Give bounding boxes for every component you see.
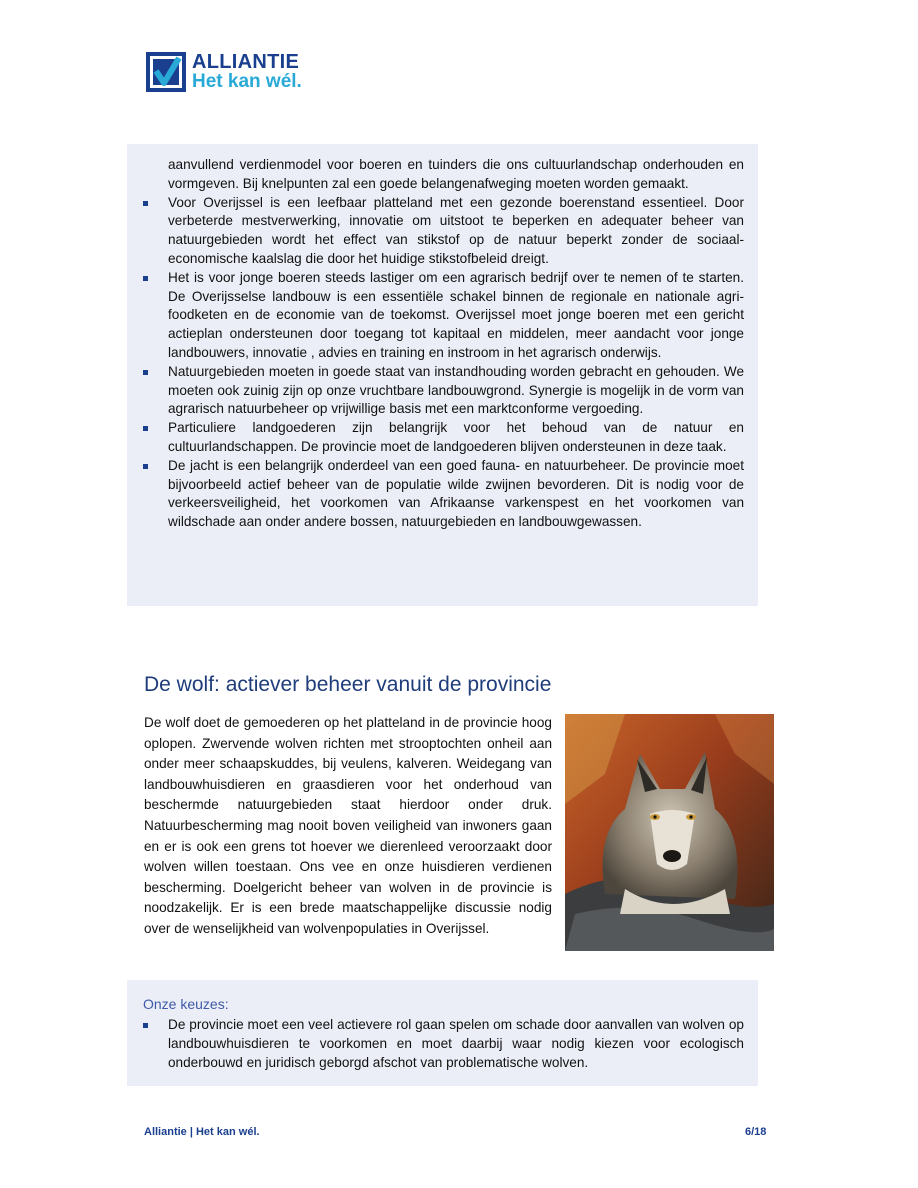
list-item: Voor Overijssel is een leefbaar platteland met een gezonde boerenstand essentieel. Door verbeterde mestverwerking, innovatie om uitstoot te beperken en adequater beheer van natuurgebieden wordt het effect van stikstof op de natuur beperkt zonder de sociaal-economische kaalslag die door het huidige stikstofbeleid dreigt. xyxy=(168,194,744,269)
list-item: aanvullend verdienmodel voor boeren en tuinders die ons cultuurlandschap onderhouden en vormgeven. Bij knelpunten zal een goede belangenafweging moeten worden gemaakt. xyxy=(168,157,744,191)
logo-title: ALLIANTIE xyxy=(192,51,300,73)
alliantie-checkmark-icon xyxy=(146,52,186,92)
list-item: Het is voor jonge boeren steeds lastiger om een agrarisch bedrijf over te nemen of te starten. De Overijsselse landbouw is een essentiële schakel binnen de regionale en nationale agri-foodketen en de economie van de toekomst. Overijssel moet jonge boeren met een gericht actieplan ondersteunen door toegang tot kapitaal en middelen, meer aandacht voor jonge landbouwers, innovatie , advies en training en instroom in het agrarisch onderwijs. xyxy=(168,269,744,363)
list-item: De provincie moet een veel actievere rol gaan spelen om schade door aanvallen van wolven op landbouwhuisdieren te voorkomen en moet daarbij waar nodig kiezen voor ecologisch onderbouwd en juridisch geborgd afschot van problematische wolven. xyxy=(168,1016,744,1072)
footer-brand: Alliantie | Het kan wél. xyxy=(144,1126,260,1138)
section-heading: De wolf: actiever beheer vanuit de provincie xyxy=(144,673,552,696)
wolf-photo xyxy=(565,714,774,951)
list-item: De jacht is een belangrijk onderdeel van een goed fauna- en natuurbeheer. De provincie moet bijvoorbeeld actief beheer van de populatie wilde zwijnen bevorderen. Dit is nodig voor de verkeersveiligheid, het voorkomen van Afrikaanse varkenspest en het voorkomen van wildschade aan onder andere bossen, natuurgebieden en landbouwgewassen. xyxy=(168,457,744,532)
choices-list xyxy=(168,1016,744,1072)
alliantie-logo xyxy=(146,52,302,92)
list-item: Natuurgebieden moeten in goede staat van instandhouding worden gebracht en gehouden. We moeten ook zuinig zijn op onze vruchtbare landbouwgrond. Synergie is mogelijk in de vorm van agrarisch natuurbeheer op vrijwillige basis met een marktconforme vergoeding. xyxy=(168,363,744,419)
logo-tagline: Het kan wél. xyxy=(192,71,302,92)
choices-heading: Onze keuzes: xyxy=(143,996,229,1012)
wolf-paragraph: De wolf doet de gemoederen op het platteland in de provincie hoog oplopen. Zwervende wolven richten met strooptochten onheil aan onder meer schaapskuddes, bij veulens, kalveren. Weidegang van landbouwhuisdieren en graasdieren voor het onderhoud van beschermde natuurgebieden staat hierdoor onder druk. Natuurbescherming mag nooit boven veiligheid van inwoners gaan en er is ook een grens tot hoever we dierenleed veroorzaakt door wolven willen toestaan. Ons vee en onze huisdieren verdienen bescherming. Doelgericht beheer van wolven in de provincie is noodzakelijk. Er is een brede maatschappelijke discussie nodig over de wenselijkheid van wolvenpopulaties in Overijssel. xyxy=(144,715,552,936)
policy-list xyxy=(168,156,744,532)
page-number: 6/18 xyxy=(745,1126,767,1138)
list-item: Particuliere landgoederen zijn belangrijk voor het behoud van de natuur en cultuurlandschappen. De provincie moet de landgoederen blijven ondersteunen in deze taak. xyxy=(168,419,744,457)
